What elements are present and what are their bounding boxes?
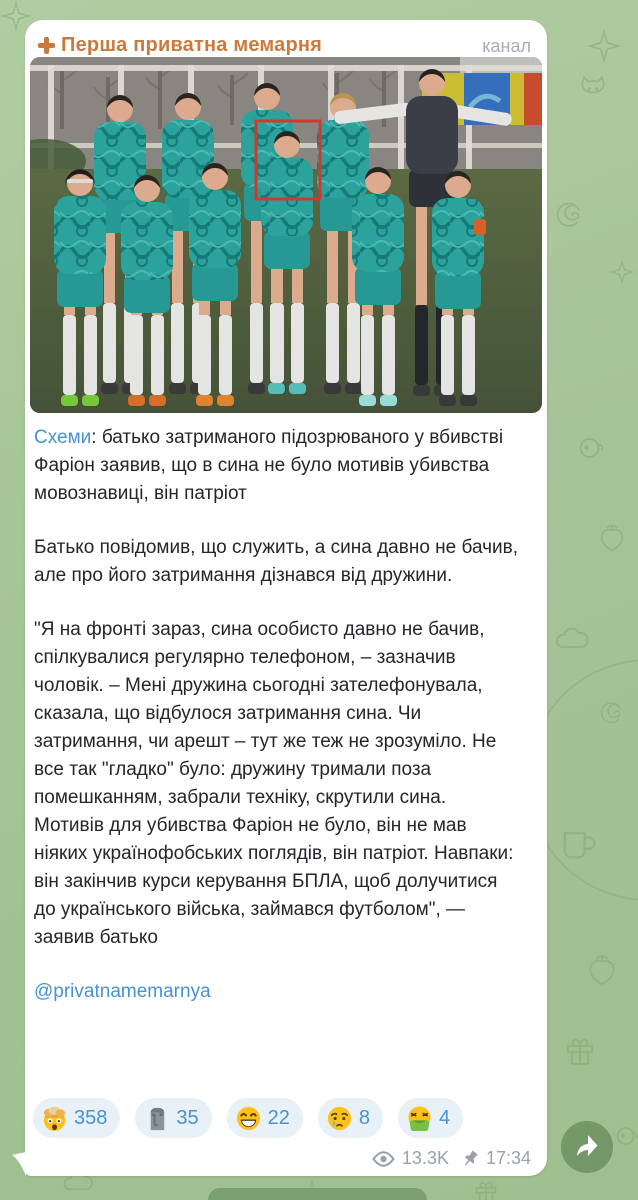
channel-badge: канал [482, 36, 531, 56]
post-paragraph-2: Батько повідомив, що служить, а сина давно не бачив, але про його затримання дізнався від дружини. [34, 537, 518, 586]
post-paragraph-3: "Я на фронті зараз, сина особисто давно не бачив, спілкувалися регулярно телефоном, – зазначив чоловік. – Мені дружина сьогодні зателефонувала, сказала, що відбулося затримання сина. Чи затримання, чи арешт – тут же теж не зрозуміло. Не все так "гладко" було: дружину тримали поза помешканням, забрали техніку, скрутили сина. Мотивів для убивства Фаріон не було, він не мав ніяких українофобських поглядів, він патріот. Навпаки: він закінчив курси керування БПЛА, щоб долучитися до українського війська, займався футболом", — заявив батько [34, 619, 514, 948]
reaction-pill-grinning-face[interactable] [227, 1098, 303, 1138]
share-button[interactable] [561, 1121, 613, 1173]
channel-title-link[interactable] [38, 34, 322, 57]
post-meta [372, 1148, 531, 1169]
moai-emoji-icon [143, 1105, 170, 1132]
bubble-tail [12, 1152, 26, 1176]
reaction-pill-moai[interactable] [135, 1098, 211, 1138]
reaction-pill-crying-face[interactable] [318, 1098, 383, 1138]
reactions-row [33, 1098, 463, 1138]
post-paragraph-1-text: : батько затриманого підозрюваного у вбивстві Фаріон заявив, що в сина не було мотивів убивства мовознавиці, він патріот [34, 427, 504, 504]
next-message-partial [208, 1188, 427, 1200]
reaction-count: 22 [267, 1106, 290, 1129]
reaction-count: 8 [358, 1106, 370, 1129]
grinning-face-emoji-icon [235, 1105, 262, 1132]
views-count: 13.3K [401, 1148, 449, 1168]
message-bubble [25, 20, 547, 1176]
views-eye-icon [372, 1151, 395, 1167]
post-photo[interactable] [30, 57, 542, 413]
mention-link[interactable]: @privatnamemarnya [34, 981, 211, 1002]
share-arrow-icon [574, 1135, 600, 1159]
reaction-count: 358 [74, 1106, 108, 1129]
pinned-pin-icon [462, 1150, 479, 1168]
team-photo [30, 57, 542, 413]
crying-face-emoji-icon [326, 1105, 353, 1132]
vomiting-face-emoji-icon [406, 1105, 433, 1132]
skhemy-link[interactable]: Схеми [34, 427, 92, 448]
post-text [34, 424, 519, 1100]
reaction-count: 4 [439, 1106, 451, 1129]
post-time: 17:34 [485, 1148, 531, 1168]
post-paragraph-1 [34, 424, 519, 508]
reaction-count: 35 [176, 1106, 199, 1129]
channel-plus-icon [38, 37, 55, 54]
exploding-head-emoji-icon [41, 1105, 68, 1132]
reaction-pill-exploding-head[interactable] [33, 1098, 120, 1138]
message-header [25, 20, 547, 57]
channel-title: Перша приватна мемарня [61, 34, 323, 56]
reaction-pill-vomiting-face[interactable] [398, 1098, 463, 1138]
